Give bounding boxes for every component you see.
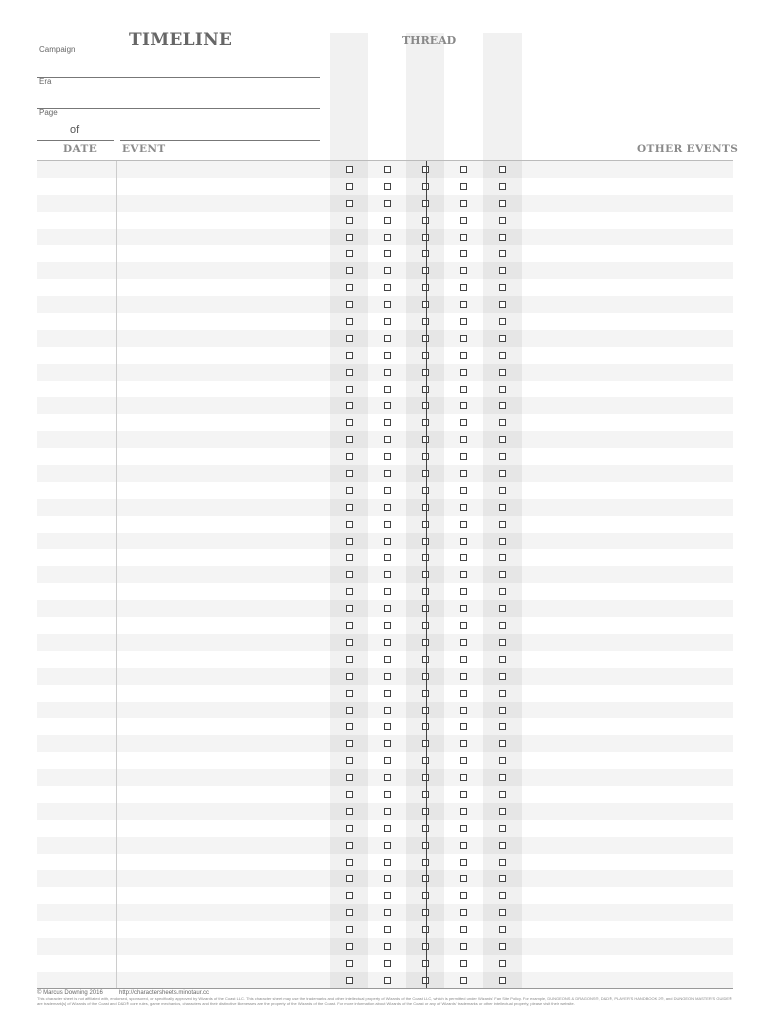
thread-checkbox-5[interactable] bbox=[499, 419, 506, 426]
thread-checkbox-1[interactable] bbox=[346, 301, 353, 308]
timeline-row[interactable] bbox=[37, 195, 733, 212]
timeline-row[interactable] bbox=[37, 516, 733, 533]
thread-checkbox-4[interactable] bbox=[460, 639, 467, 646]
thread-checkbox-5[interactable] bbox=[499, 605, 506, 612]
event-column-header: EVENT bbox=[122, 143, 166, 155]
thread-checkbox-5[interactable] bbox=[499, 487, 506, 494]
thread-checkbox-1[interactable] bbox=[346, 723, 353, 730]
thread-checkbox-1[interactable] bbox=[346, 521, 353, 528]
thread-checkbox-5[interactable] bbox=[499, 639, 506, 646]
thread-checkbox-2[interactable] bbox=[384, 977, 391, 984]
timeline-row[interactable] bbox=[37, 938, 733, 955]
bottom-rule bbox=[37, 988, 733, 989]
footer-url[interactable]: http://charactersheets.minotaur.cc bbox=[119, 990, 210, 996]
thread-checkbox-4[interactable] bbox=[460, 656, 467, 663]
thread-checkbox-4[interactable] bbox=[460, 622, 467, 629]
thread-checkbox-1[interactable] bbox=[346, 183, 353, 190]
thread-checkbox-1[interactable] bbox=[346, 825, 353, 832]
thread-checkbox-2[interactable] bbox=[384, 571, 391, 578]
thread-checkbox-5[interactable] bbox=[499, 453, 506, 460]
thread-checkbox-5[interactable] bbox=[499, 234, 506, 241]
thread-checkbox-4[interactable] bbox=[460, 690, 467, 697]
thread-checkbox-2[interactable] bbox=[384, 166, 391, 173]
thread-checkbox-5[interactable] bbox=[499, 267, 506, 274]
thread-checkbox-4[interactable] bbox=[460, 352, 467, 359]
timeline-row[interactable] bbox=[37, 718, 733, 735]
thread-checkbox-4[interactable] bbox=[460, 335, 467, 342]
timeline-row[interactable] bbox=[37, 735, 733, 752]
thread-checkbox-5[interactable] bbox=[499, 740, 506, 747]
timeline-row[interactable] bbox=[37, 583, 733, 600]
timeline-row[interactable] bbox=[37, 465, 733, 482]
thread-checkbox-5[interactable] bbox=[499, 318, 506, 325]
thread-checkbox-1[interactable] bbox=[346, 909, 353, 916]
timeline-row[interactable] bbox=[37, 262, 733, 279]
thread-checkbox-5[interactable] bbox=[499, 757, 506, 764]
date-column-header: DATE bbox=[63, 143, 98, 155]
thread-checkbox-5[interactable] bbox=[499, 960, 506, 967]
thread-checkbox-1[interactable] bbox=[346, 234, 353, 241]
thread-checkbox-1[interactable] bbox=[346, 943, 353, 950]
thread-checkbox-1[interactable] bbox=[346, 200, 353, 207]
thread-checkbox-2[interactable] bbox=[384, 538, 391, 545]
thread-checkbox-2[interactable] bbox=[384, 318, 391, 325]
other-events-column-header: OTHER EVENTS bbox=[637, 143, 739, 155]
thread-checkbox-5[interactable] bbox=[499, 369, 506, 376]
thread-checkbox-1[interactable] bbox=[346, 690, 353, 697]
thread-checkbox-5[interactable] bbox=[499, 335, 506, 342]
timeline-row[interactable] bbox=[37, 752, 733, 769]
timeline-row[interactable] bbox=[37, 803, 733, 820]
thread-checkbox-2[interactable] bbox=[384, 892, 391, 899]
thread-checkbox-4[interactable] bbox=[460, 386, 467, 393]
thread-checkbox-2[interactable] bbox=[384, 774, 391, 781]
thread-checkbox-1[interactable] bbox=[346, 740, 353, 747]
thread-checkbox-4[interactable] bbox=[460, 453, 467, 460]
thread-checkbox-4[interactable] bbox=[460, 419, 467, 426]
thread-checkbox-1[interactable] bbox=[346, 622, 353, 629]
timeline-row[interactable] bbox=[37, 887, 733, 904]
thread-checkbox-2[interactable] bbox=[384, 707, 391, 714]
thread-checkbox-2[interactable] bbox=[384, 386, 391, 393]
thread-checkbox-1[interactable] bbox=[346, 487, 353, 494]
thread-checkbox-1[interactable] bbox=[346, 774, 353, 781]
thread-checkbox-2[interactable] bbox=[384, 521, 391, 528]
thread-checkbox-4[interactable] bbox=[460, 757, 467, 764]
thread-checkbox-2[interactable] bbox=[384, 217, 391, 224]
thread-checkbox-5[interactable] bbox=[499, 859, 506, 866]
timeline-row[interactable] bbox=[37, 381, 733, 398]
timeline-row[interactable] bbox=[37, 279, 733, 296]
thread-checkbox-5[interactable] bbox=[499, 554, 506, 561]
thread-checkbox-4[interactable] bbox=[460, 808, 467, 815]
timeline-row[interactable] bbox=[37, 482, 733, 499]
thread-checkbox-2[interactable] bbox=[384, 825, 391, 832]
footer-credit: © Marcus Downing 2016 bbox=[37, 990, 103, 996]
thread-checkbox-2[interactable] bbox=[384, 419, 391, 426]
thread-checkbox-5[interactable] bbox=[499, 284, 506, 291]
thread-checkbox-2[interactable] bbox=[384, 673, 391, 680]
thread-checkbox-4[interactable] bbox=[460, 200, 467, 207]
thread-checkbox-4[interactable] bbox=[460, 267, 467, 274]
thread-checkbox-5[interactable] bbox=[499, 723, 506, 730]
thread-checkbox-4[interactable] bbox=[460, 740, 467, 747]
thread-checkbox-2[interactable] bbox=[384, 436, 391, 443]
thread-checkbox-1[interactable] bbox=[346, 250, 353, 257]
thread-checkbox-2[interactable] bbox=[384, 267, 391, 274]
timeline-row[interactable] bbox=[37, 448, 733, 465]
thread-checkbox-2[interactable] bbox=[384, 690, 391, 697]
thread-checkbox-4[interactable] bbox=[460, 943, 467, 950]
thread-checkbox-5[interactable] bbox=[499, 656, 506, 663]
thread-checkbox-4[interactable] bbox=[460, 217, 467, 224]
thread-checkbox-5[interactable] bbox=[499, 183, 506, 190]
timeline-row[interactable] bbox=[37, 955, 733, 972]
timeline-row[interactable] bbox=[37, 820, 733, 837]
thread-checkbox-2[interactable] bbox=[384, 487, 391, 494]
thread-checkbox-4[interactable] bbox=[460, 605, 467, 612]
thread-checkbox-5[interactable] bbox=[499, 875, 506, 882]
thread-checkbox-2[interactable] bbox=[384, 740, 391, 747]
thread-checkbox-5[interactable] bbox=[499, 808, 506, 815]
thread-checkbox-1[interactable] bbox=[346, 707, 353, 714]
thread-checkbox-5[interactable] bbox=[499, 402, 506, 409]
thread-checkbox-2[interactable] bbox=[384, 200, 391, 207]
thread-checkbox-1[interactable] bbox=[346, 639, 353, 646]
thread-checkbox-2[interactable] bbox=[384, 960, 391, 967]
thread-checkbox-5[interactable] bbox=[499, 622, 506, 629]
timeline-row[interactable] bbox=[37, 837, 733, 854]
thread-checkbox-4[interactable] bbox=[460, 538, 467, 545]
thread-checkbox-5[interactable] bbox=[499, 707, 506, 714]
thread-checkbox-4[interactable] bbox=[460, 960, 467, 967]
page-total-field[interactable] bbox=[120, 140, 320, 141]
thread-checkbox-4[interactable] bbox=[460, 183, 467, 190]
timeline-row[interactable] bbox=[37, 617, 733, 634]
thread-checkbox-5[interactable] bbox=[499, 200, 506, 207]
thread-checkbox-1[interactable] bbox=[346, 859, 353, 866]
thread-checkbox-4[interactable] bbox=[460, 554, 467, 561]
timeline-row[interactable] bbox=[37, 229, 733, 246]
thread-checkbox-5[interactable] bbox=[499, 436, 506, 443]
thread-checkbox-2[interactable] bbox=[384, 791, 391, 798]
timeline-row[interactable] bbox=[37, 769, 733, 786]
timeline-row[interactable] bbox=[37, 870, 733, 887]
thread-checkbox-2[interactable] bbox=[384, 250, 391, 257]
thread-checkbox-1[interactable] bbox=[346, 504, 353, 511]
thread-checkbox-5[interactable] bbox=[499, 791, 506, 798]
thread-checkbox-5[interactable] bbox=[499, 892, 506, 899]
thread-checkbox-5[interactable] bbox=[499, 352, 506, 359]
thread-checkbox-2[interactable] bbox=[384, 605, 391, 612]
thread-checkbox-5[interactable] bbox=[499, 690, 506, 697]
thread-checkbox-4[interactable] bbox=[460, 977, 467, 984]
timeline-row[interactable] bbox=[37, 972, 733, 989]
thread-checkbox-4[interactable] bbox=[460, 842, 467, 849]
thread-checkbox-2[interactable] bbox=[384, 639, 391, 646]
timeline-row[interactable] bbox=[37, 668, 733, 685]
thread-checkbox-4[interactable] bbox=[460, 723, 467, 730]
era-label: Era bbox=[39, 77, 52, 86]
thread-checkbox-4[interactable] bbox=[460, 707, 467, 714]
timeline-row[interactable] bbox=[37, 397, 733, 414]
thread-checkbox-1[interactable] bbox=[346, 352, 353, 359]
era-field[interactable] bbox=[37, 108, 320, 109]
footer-legal-notice: This character sheet is not affiliated with, endorsed, sponsored, or specifically approved by Wizards of the Coast LLC. This character sheet may use the trademarks and other intellectual property of Wizards of the Coast LLC, which is permitted under Wizards' Fan Site Policy. For example, DUNGEONS & DRAGONS®, D&D®, PLAYER'S HANDBOOK 2®, and DUNGEON MASTER'S GUIDE® are trademark[s] of Wizards of the Coast and D&D® core rules, game mechanics, characters and their distinctive likenesses are the property of the Wizards of the Coast. For more information about Wizards of the Coast or any of Wizards' trademarks or other intellectual property, please visit their website. bbox=[37, 996, 732, 1007]
thread-checkbox-4[interactable] bbox=[460, 487, 467, 494]
thread-checkbox-4[interactable] bbox=[460, 909, 467, 916]
thread-checkbox-5[interactable] bbox=[499, 673, 506, 680]
timeline-row[interactable] bbox=[37, 364, 733, 381]
thread-checkbox-5[interactable] bbox=[499, 774, 506, 781]
timeline-row[interactable] bbox=[37, 854, 733, 871]
timeline-row[interactable] bbox=[37, 651, 733, 668]
thread-checkbox-5[interactable] bbox=[499, 943, 506, 950]
thread-checkbox-1[interactable] bbox=[346, 926, 353, 933]
thread-checkbox-2[interactable] bbox=[384, 723, 391, 730]
thread-checkbox-2[interactable] bbox=[384, 369, 391, 376]
thread-checkbox-4[interactable] bbox=[460, 436, 467, 443]
timeline-row[interactable] bbox=[37, 414, 733, 431]
thread-checkbox-1[interactable] bbox=[346, 386, 353, 393]
thread-checkbox-1[interactable] bbox=[346, 335, 353, 342]
thread-checkbox-5[interactable] bbox=[499, 504, 506, 511]
thread-checkbox-1[interactable] bbox=[346, 166, 353, 173]
thread-checkbox-1[interactable] bbox=[346, 605, 353, 612]
thread-checkbox-2[interactable] bbox=[384, 183, 391, 190]
thread-checkbox-4[interactable] bbox=[460, 774, 467, 781]
thread-checkbox-4[interactable] bbox=[460, 504, 467, 511]
thread-checkbox-1[interactable] bbox=[346, 757, 353, 764]
thread-center-line bbox=[426, 161, 427, 989]
thread-checkbox-5[interactable] bbox=[499, 842, 506, 849]
timeline-rows bbox=[37, 161, 733, 989]
thread-checkbox-1[interactable] bbox=[346, 470, 353, 477]
thread-checkbox-1[interactable] bbox=[346, 960, 353, 967]
thread-checkbox-2[interactable] bbox=[384, 757, 391, 764]
thread-checkbox-1[interactable] bbox=[346, 436, 353, 443]
thread-heading: THREAD bbox=[402, 34, 457, 47]
thread-checkbox-2[interactable] bbox=[384, 859, 391, 866]
page-label: Page bbox=[39, 108, 58, 117]
timeline-row[interactable] bbox=[37, 178, 733, 195]
thread-checkbox-2[interactable] bbox=[384, 588, 391, 595]
thread-checkbox-5[interactable] bbox=[499, 538, 506, 545]
thread-checkbox-4[interactable] bbox=[460, 402, 467, 409]
thread-checkbox-4[interactable] bbox=[460, 234, 467, 241]
thread-checkbox-4[interactable] bbox=[460, 250, 467, 257]
thread-checkbox-4[interactable] bbox=[460, 521, 467, 528]
thread-checkbox-1[interactable] bbox=[346, 402, 353, 409]
thread-checkbox-5[interactable] bbox=[499, 166, 506, 173]
of-label: of bbox=[70, 124, 80, 136]
thread-checkbox-1[interactable] bbox=[346, 453, 353, 460]
timeline-row[interactable] bbox=[37, 330, 733, 347]
timeline-row[interactable] bbox=[37, 685, 733, 702]
timeline-row[interactable] bbox=[37, 499, 733, 516]
thread-checkbox-5[interactable] bbox=[499, 521, 506, 528]
campaign-field[interactable] bbox=[37, 77, 320, 78]
timeline-row[interactable] bbox=[37, 245, 733, 262]
thread-checkbox-4[interactable] bbox=[460, 470, 467, 477]
thread-checkbox-1[interactable] bbox=[346, 977, 353, 984]
thread-checkbox-5[interactable] bbox=[499, 470, 506, 477]
thread-checkbox-5[interactable] bbox=[499, 825, 506, 832]
thread-checkbox-2[interactable] bbox=[384, 909, 391, 916]
thread-checkbox-4[interactable] bbox=[460, 369, 467, 376]
thread-checkbox-5[interactable] bbox=[499, 588, 506, 595]
thread-checkbox-1[interactable] bbox=[346, 284, 353, 291]
thread-checkbox-1[interactable] bbox=[346, 538, 353, 545]
thread-checkbox-5[interactable] bbox=[499, 386, 506, 393]
thread-checkbox-2[interactable] bbox=[384, 622, 391, 629]
thread-checkbox-2[interactable] bbox=[384, 504, 391, 511]
thread-checkbox-1[interactable] bbox=[346, 588, 353, 595]
page-title: TIMELINE bbox=[129, 30, 233, 50]
thread-checkbox-2[interactable] bbox=[384, 352, 391, 359]
thread-checkbox-5[interactable] bbox=[499, 250, 506, 257]
timeline-row[interactable] bbox=[37, 212, 733, 229]
timeline-row[interactable] bbox=[37, 161, 733, 178]
timeline-row[interactable] bbox=[37, 786, 733, 803]
thread-checkbox-4[interactable] bbox=[460, 875, 467, 882]
thread-checkbox-1[interactable] bbox=[346, 875, 353, 882]
thread-checkbox-1[interactable] bbox=[346, 554, 353, 561]
thread-checkbox-1[interactable] bbox=[346, 808, 353, 815]
thread-checkbox-2[interactable] bbox=[384, 842, 391, 849]
thread-checkbox-2[interactable] bbox=[384, 875, 391, 882]
thread-checkbox-4[interactable] bbox=[460, 825, 467, 832]
timeline-row[interactable] bbox=[37, 549, 733, 566]
page-number-field[interactable] bbox=[37, 140, 114, 141]
thread-checkbox-2[interactable] bbox=[384, 926, 391, 933]
date-column-divider bbox=[116, 161, 117, 989]
thread-checkbox-1[interactable] bbox=[346, 419, 353, 426]
thread-checkbox-1[interactable] bbox=[346, 318, 353, 325]
thread-checkbox-4[interactable] bbox=[460, 571, 467, 578]
thread-checkbox-1[interactable] bbox=[346, 842, 353, 849]
thread-checkbox-1[interactable] bbox=[346, 673, 353, 680]
thread-checkbox-2[interactable] bbox=[384, 402, 391, 409]
thread-checkbox-5[interactable] bbox=[499, 571, 506, 578]
campaign-label: Campaign bbox=[39, 45, 76, 54]
thread-checkbox-1[interactable] bbox=[346, 217, 353, 224]
timeline-row[interactable] bbox=[37, 634, 733, 651]
thread-checkbox-2[interactable] bbox=[384, 554, 391, 561]
thread-checkbox-5[interactable] bbox=[499, 926, 506, 933]
thread-checkbox-2[interactable] bbox=[384, 656, 391, 663]
thread-checkbox-2[interactable] bbox=[384, 301, 391, 308]
thread-checkbox-4[interactable] bbox=[460, 301, 467, 308]
thread-checkbox-2[interactable] bbox=[384, 808, 391, 815]
thread-checkbox-5[interactable] bbox=[499, 301, 506, 308]
thread-checkbox-2[interactable] bbox=[384, 234, 391, 241]
timeline-row[interactable] bbox=[37, 313, 733, 330]
timeline-row[interactable] bbox=[37, 702, 733, 719]
thread-checkbox-1[interactable] bbox=[346, 791, 353, 798]
thread-checkbox-5[interactable] bbox=[499, 909, 506, 916]
thread-checkbox-2[interactable] bbox=[384, 943, 391, 950]
thread-checkbox-2[interactable] bbox=[384, 453, 391, 460]
thread-checkbox-2[interactable] bbox=[384, 470, 391, 477]
thread-checkbox-5[interactable] bbox=[499, 977, 506, 984]
thread-checkbox-4[interactable] bbox=[460, 859, 467, 866]
thread-checkbox-2[interactable] bbox=[384, 335, 391, 342]
timeline-row[interactable] bbox=[37, 347, 733, 364]
timeline-row[interactable] bbox=[37, 904, 733, 921]
thread-checkbox-4[interactable] bbox=[460, 166, 467, 173]
thread-checkbox-4[interactable] bbox=[460, 926, 467, 933]
thread-checkbox-1[interactable] bbox=[346, 369, 353, 376]
thread-checkbox-2[interactable] bbox=[384, 284, 391, 291]
timeline-row[interactable] bbox=[37, 600, 733, 617]
timeline-row[interactable] bbox=[37, 431, 733, 448]
thread-checkbox-4[interactable] bbox=[460, 673, 467, 680]
thread-checkbox-4[interactable] bbox=[460, 284, 467, 291]
timeline-row[interactable] bbox=[37, 921, 733, 938]
timeline-row[interactable] bbox=[37, 566, 733, 583]
timeline-row[interactable] bbox=[37, 533, 733, 550]
thread-checkbox-1[interactable] bbox=[346, 892, 353, 899]
thread-checkbox-4[interactable] bbox=[460, 318, 467, 325]
thread-checkbox-4[interactable] bbox=[460, 588, 467, 595]
thread-checkbox-1[interactable] bbox=[346, 267, 353, 274]
thread-checkbox-4[interactable] bbox=[460, 791, 467, 798]
thread-checkbox-5[interactable] bbox=[499, 217, 506, 224]
timeline-row[interactable] bbox=[37, 296, 733, 313]
thread-checkbox-1[interactable] bbox=[346, 656, 353, 663]
thread-checkbox-4[interactable] bbox=[460, 892, 467, 899]
thread-checkbox-1[interactable] bbox=[346, 571, 353, 578]
